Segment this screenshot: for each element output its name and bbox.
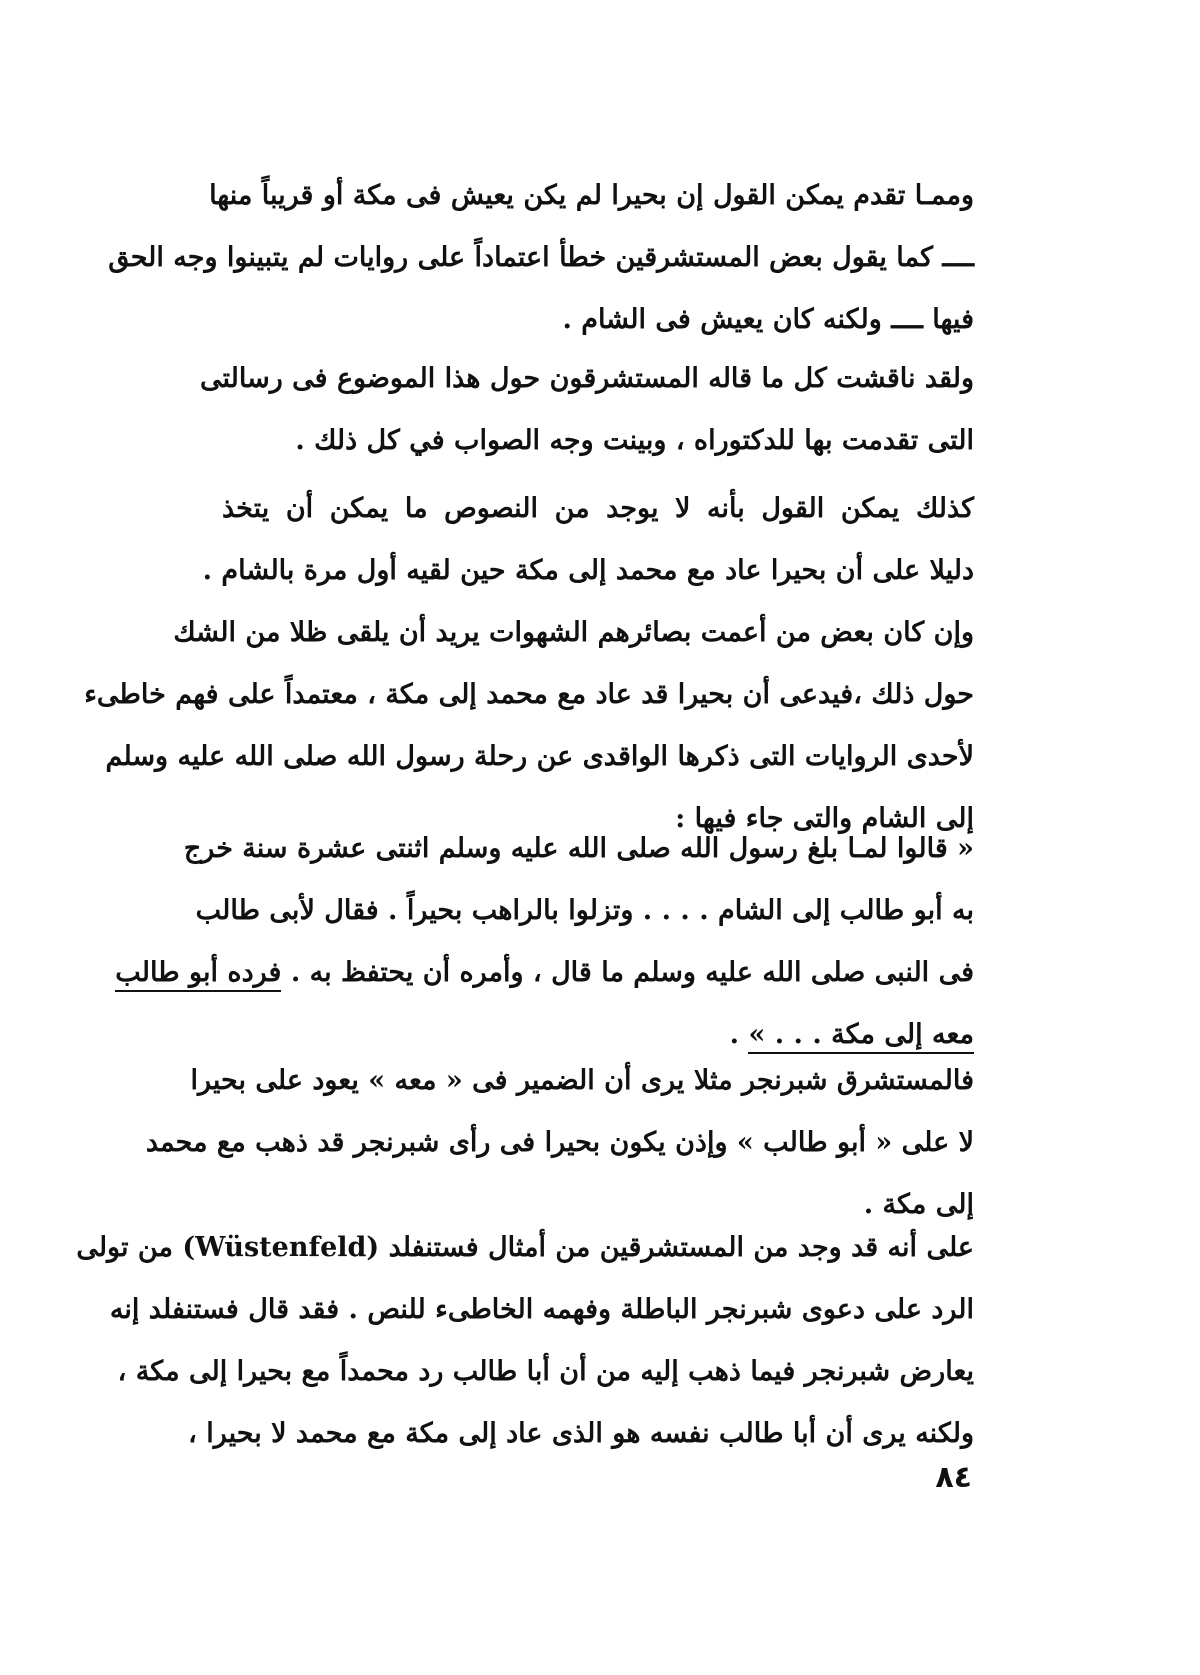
text-line: كذلك يمكن القول بأنه لا يوجد من النصوص ما يمكن أن يتخذ xyxy=(222,493,974,524)
text-line: وممـا تقدم يمكن القول إن بحيرا لم يكن يعيش فى مكة أو قريباً منها xyxy=(209,180,974,211)
paragraph-2 xyxy=(199,348,974,472)
text-line xyxy=(115,942,974,1004)
text-line: به أبو طالب إلى الشام . . . . وتزلوا بالراهب بحيراً . فقال لأبى طالب xyxy=(195,895,974,926)
paragraph-5 xyxy=(145,1050,974,1236)
underlined-phrase: معه إلى مكة . . . » xyxy=(748,1019,974,1054)
text-line: ولقد ناقشت كل ما قاله المستشرقون حول هذا الموضوع فى رسالتى xyxy=(199,363,974,394)
text-line: على أنه قد وجد من المستشرقين من أمثال فستنفلد (Wüstenfeld) من تولى xyxy=(76,1232,974,1263)
text-line: إلى الشام والتى جاء فيها : xyxy=(675,803,974,834)
text-line: فالمستشرق شبرنجر مثلا يرى أن الضمير فى « معه » يعود على بحيرا xyxy=(190,1065,974,1096)
quotation-paragraph xyxy=(115,818,974,1066)
paragraph-1 xyxy=(108,165,974,351)
text-line: حول ذلك ،فيدعى أن بحيرا قد عاد مع محمد إلى مكة ، معتمداً على فهم خاطىء xyxy=(84,679,974,710)
page-number: ٨٤ xyxy=(935,1460,972,1495)
text-line: لا على « أبو طالب » وإذن يكون بحيرا فى رأى شبرنجر قد ذهب مع محمد xyxy=(145,1127,974,1158)
text-line: وإن كان بعض من أعمت بصائرهم الشهوات يريد أن يلقى ظلا من الشك xyxy=(173,617,974,648)
text-line: يعارض شبرنجر فيما ذهب إليه من أن أبا طالب رد محمداً مع بحيرا إلى مكة ، xyxy=(117,1356,974,1387)
text-segment: فى النبى صلى الله عليه وسلم ما قال ، وأمره أن يحتفظ به . xyxy=(290,957,974,988)
paragraph-3 xyxy=(84,478,974,850)
text-line: لأحدى الروايات التى ذكرها الواقدى عن رحلة رسول الله صلى الله عليه وسلم xyxy=(105,741,974,772)
text-line: ولكنه يرى أن أبا طالب نفسه هو الذى عاد إلى مكة مع محمد لا بحيرا ، xyxy=(188,1418,974,1449)
paragraph-6 xyxy=(76,1217,974,1465)
text-line: التى تقدمت بها للدكتوراه ، وبينت وجه الصواب في كل ذلك . xyxy=(295,425,974,456)
text-line: فيها ــــ ولكنه كان يعيش فى الشام . xyxy=(562,304,974,335)
text-line: دليلا على أن بحيرا عاد مع محمد إلى مكة حين لقيه أول مرة بالشام . xyxy=(202,555,974,586)
text-segment: . xyxy=(729,1019,749,1050)
text-line: ــــ كما يقول بعض المستشرقين خطأ اعتماداً على روايات لم يتبينوا وجه الحق xyxy=(108,242,974,273)
text-line: « قالوا لمـا بلغ رسول الله صلى الله عليه وسلم اثنتى عشرة سنة خرج xyxy=(183,833,974,864)
text-line: الرد على دعوى شبرنجر الباطلة وفهمه الخاطىء للنص . فقد قال فستنفلد إنه xyxy=(109,1294,974,1325)
underlined-phrase: فرده أبو طالب xyxy=(115,957,281,992)
text-line: إلى مكة . xyxy=(863,1189,974,1220)
